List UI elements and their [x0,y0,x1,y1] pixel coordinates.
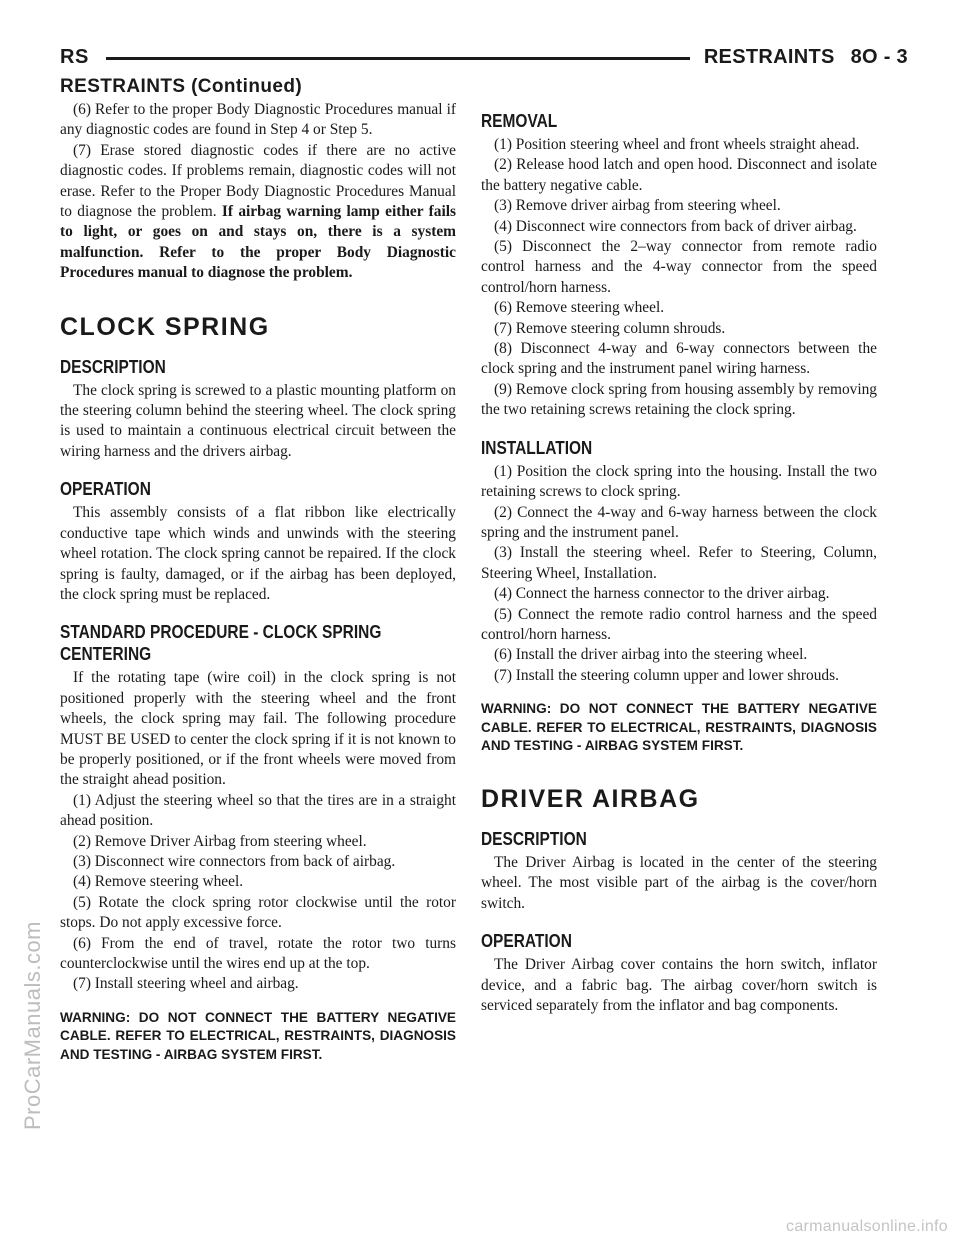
removal-step: (8) Disconnect 4-way and 6-way connectors between the clock spring and the instrument panel wiring harness. [481,340,877,378]
standard-procedure-heading: STANDARD PROCEDURE - CLOCK SPRING CENTERING [60,622,382,665]
std-step: (6) From the end of travel, rotate the rotor two turns counterclockwise until the wires end up at the top. [60,934,456,972]
removal-step: (4) Disconnect wire connectors from back of driver airbag. [494,217,857,235]
clock-spring-title: CLOCK SPRING [60,312,270,341]
installation-step: (5) Connect the remote radio control harness and the speed control/horn harness. [481,605,877,643]
std-step: (2) Remove Driver Airbag from steering wheel. [73,832,367,850]
driver-airbag-description-text: The Driver Airbag is located in the center of the steering wheel. The most visible part of the airbag is the cover/horn switch. [481,853,877,912]
std-step: (3) Disconnect wire connectors from back of airbag. [73,852,396,870]
paragraph-step-6: (6) Refer to the proper Body Diagnostic Procedures manual if any diagnostic codes are found in Step 4 or Step 5. [60,101,456,139]
installation-step: (2) Connect the 4-way and 6-way harness between the clock spring and the instrument panel. [481,503,877,541]
right-warning: WARNING: DO NOT CONNECT THE BATTERY NEGATIVE CABLE. REFER TO ELECTRICAL, RESTRAINTS, DIAGNOSIS AND TESTING - AIRBAG SYSTEM FIRST. [481,701,877,754]
step-7-text: (7) Erase stored diagnostic codes if there are no active diagnostic codes. If problems remain, diagnostic codes will not erase. Refer to the Proper Body Diagnostic Procedures Manual to diagnose the problem. [60,141,456,221]
driver-airbag-operation-text: The Driver Airbag cover contains the horn switch, inflator device, and a fabric bag. The airbag cover/horn switch is serviced separately from the inflator and bag components. [481,956,877,1014]
removal-step: (3) Remove driver airbag from steering wheel. [494,197,781,215]
std-step: (1) Adjust the steering wheel so that the tires are in a straight ahead position. [60,791,456,830]
footer-watermark: carmanualsonline.info [786,1218,948,1235]
driver-airbag-description-heading: DESCRIPTION [481,828,587,849]
removal-step: (7) Remove steering column shrouds. [494,319,726,337]
removal-step: (5) Disconnect the 2–way connector from remote radio control harness and the 4-way connector from the speed control/horn harness. [481,238,877,296]
left-column [60,100,456,1065]
clock-spring-operation-heading: OPERATION [60,479,151,500]
continued-heading: RESTRAINTS (Continued) [60,76,303,97]
side-watermark: ProCarManuals.com [20,920,45,1130]
header-model-code: RS [60,46,89,68]
std-step: (7) Install steering wheel and airbag. [73,975,299,993]
installation-step: (7) Install the steering column upper and lower shrouds. [494,666,839,684]
header-rule [106,57,690,60]
clock-spring-description-text: The clock spring is screwed to a plastic mounting platform on the steering column behind the steering wheel. The clock spring is used to maintain a continuous electrical circuit between the wiring harness and the drivers airbag. [60,381,456,460]
header-page-number: 8O - 3 [850,46,908,68]
header-section-title: RESTRAINTS [703,46,835,68]
std-step: (5) Rotate the clock spring rotor clockwise until the rotor stops. Do not apply excessive force. [60,893,456,932]
removal-step: (6) Remove steering wheel. [494,299,665,317]
std-step: (4) Remove steering wheel. [73,873,244,891]
left-warning: WARNING: DO NOT CONNECT THE BATTERY NEGATIVE CABLE. REFER TO ELECTRICAL, RESTRAINTS, DIAGNOSIS AND TESTING - AIRBAG SYSTEM FIRST. [60,1009,456,1062]
removal-step: (9) Remove clock spring from housing assembly by removing the two retaining screws retaining the clock spring. [481,380,877,419]
removal-step: (1) Position steering wheel and front wheels straight ahead. [494,136,860,153]
standard-procedure-intro: If the rotating tape (wire coil) in the clock spring is not positioned properly with the steering wheel and the front wheels, the clock spring may fail. The following procedure MUST BE USED to center the clock spring if it is not known to be properly positioned, or if the front wheels were moved from the straight ahead position. [60,669,456,789]
installation-step: (6) Install the driver airbag into the steering wheel. [494,646,808,664]
installation-step: (4) Connect the harness connector to the driver airbag. [494,585,830,603]
step-7-bold-text: If airbag warning lamp either fails to light, or goes on and stays on, there is a system malfunction. Refer to the proper Body Diagnostic Procedures manual to diagnose the problem. [60,203,456,282]
installation-step: (3) Install the steering wheel. Refer to Steering, Column, Steering Wheel, Installation. [481,544,877,582]
installation-step: (1) Position the clock spring into the housing. Install the two retaining screws to clock spring. [481,462,877,501]
installation-heading: INSTALLATION [481,437,593,458]
driver-airbag-operation-heading: OPERATION [481,931,572,952]
clock-spring-operation-text: This assembly consists of a flat ribbon like electrically conductive tape which winds and unwinds with the steering wheel rotation. The clock spring cannot be repaired. If the clock spring is faulty, damaged, or if the airbag has been deployed, the clock spring must be replaced. [60,504,456,603]
page-header [60,44,908,74]
paragraph-step-7 [60,141,456,284]
removal-step: (2) Release hood latch and open hood. Disconnect and isolate the battery negative cable. [481,156,877,194]
clock-spring-description-heading: DESCRIPTION [60,356,166,377]
removal-heading: REMOVAL [481,111,558,131]
header-section-and-page [704,46,908,69]
driver-airbag-title: DRIVER AIRBAG [481,784,700,813]
right-column [481,110,877,1016]
